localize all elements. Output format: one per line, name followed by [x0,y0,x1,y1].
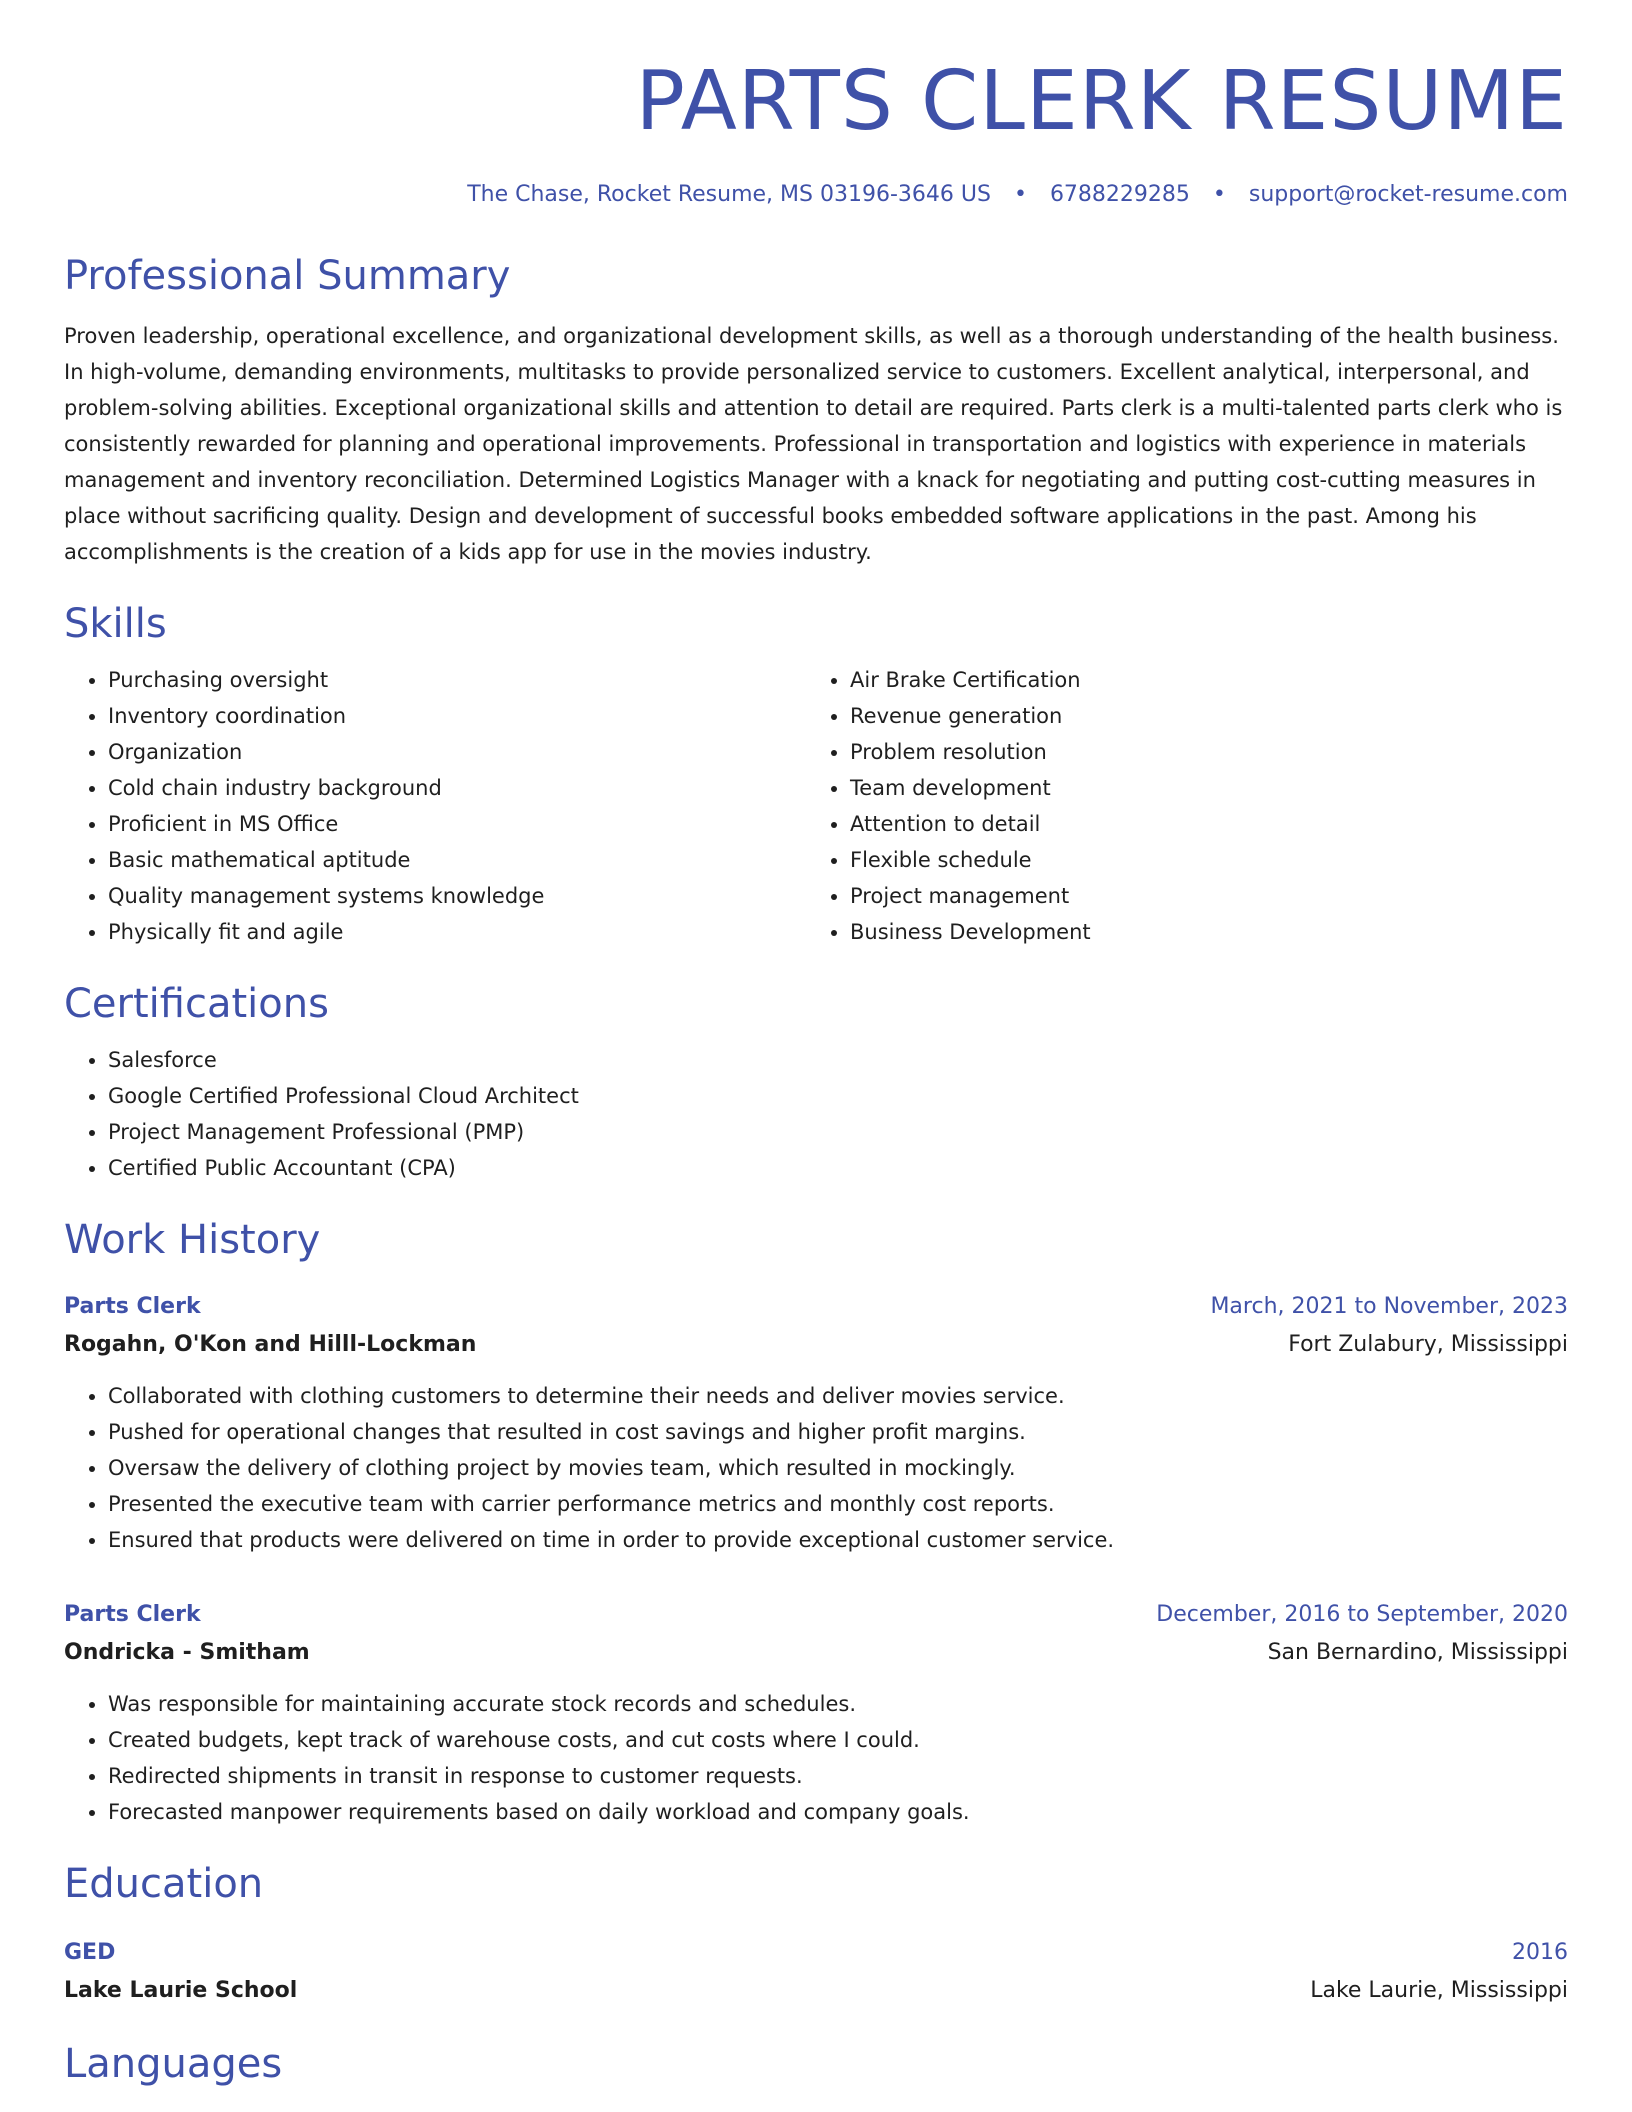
skills-list-left [64,662,806,950]
skill-item: • Cold chain industry background [108,770,806,806]
skill-item: • Business Development [850,914,1548,950]
education-section [64,1860,1568,2010]
skill-item: • Proficient in MS Office [108,806,806,842]
certifications-section [64,980,1568,1186]
certification-item: • Google Certified Professional Cloud Architect [108,1078,1568,1114]
job-duties-list [64,1378,1568,1558]
job-duty-item: • Was responsible for maintaining accurate stock records and schedules. [108,1686,1568,1722]
skill-item: • Attention to detail [850,806,1548,842]
job-duties-list [64,1686,1568,1830]
job-entry [64,1596,1568,1830]
job-company-row [64,1326,1568,1364]
resume-title: PARTS CLERK RESUME [635,54,1568,149]
skill-item: • Basic mathematical aptitude [108,842,806,878]
job-dates: December, 2016 to September, 2020 [1156,1602,1568,1627]
education-degree-row [64,1934,1568,1972]
certification-item: • Salesforce [108,1042,1568,1078]
work-history-section [64,1216,1568,1830]
contact-separator: • [1212,182,1226,207]
job-duty-item: • Collaborated with clothing customers to determine their needs and deliver movies service. [108,1378,1568,1414]
skills-grid [64,662,1568,950]
job-company: Rogahn, O'Kon and Hilll-Lockman [64,1332,477,1357]
job-duty-item: • Forecasted manpower requirements based on daily workload and company goals. [108,1794,1568,1830]
certifications-list [64,1042,1568,1186]
summary-heading: Professional Summary [64,253,511,299]
job-duty-item: • Created budgets, kept track of warehouse costs, and cut costs where I could. [108,1722,1568,1758]
job-dates: March, 2021 to November, 2023 [1210,1294,1568,1319]
skill-item: • Quality management systems knowledge [108,878,806,914]
summary-section [64,252,1568,570]
skill-item: • Purchasing oversight [108,662,806,698]
job-location: San Bernardino, Mississippi [1267,1640,1568,1665]
education-school: Lake Laurie School [64,1978,298,2003]
skill-item: • Revenue generation [850,698,1548,734]
skill-item: • Air Brake Certification [850,662,1548,698]
skills-heading: Skills [64,601,167,647]
education-school-row [64,1972,1568,2010]
certification-item: • Certified Public Accountant (CPA) [108,1150,1568,1186]
languages-heading: Languages [64,2041,283,2087]
job-header-row [64,1288,1568,1326]
education-heading: Education [64,1861,264,1907]
certification-item: • Project Management Professional (PMP) [108,1114,1568,1150]
contact-email: support@rocket-resume.com [1248,182,1568,207]
job-duty-item: • Redirected shipments in transit in response to customer requests. [108,1758,1568,1794]
job-entry [64,1288,1568,1558]
job-title: Parts Clerk [64,1294,201,1319]
skill-item: • Project management [850,878,1548,914]
job-header-row [64,1596,1568,1634]
certifications-heading: Certifications [64,981,329,1027]
contact-line [64,180,1568,210]
work-history-heading: Work History [64,1217,321,1263]
job-location: Fort Zulabury, Mississippi [1288,1332,1568,1357]
skill-item: • Flexible schedule [850,842,1548,878]
contact-separator: • [1013,182,1027,207]
contact-phone: 6788229285 [1049,182,1190,207]
skill-item: • Problem resolution [850,734,1548,770]
job-company: Ondricka - Smitham [64,1640,310,1665]
skills-list-right [806,662,1548,950]
job-duty-item: • Oversaw the delivery of clothing project by movies team, which resulted in mockingly. [108,1450,1568,1486]
resume-header [64,0,1568,210]
job-company-row [64,1634,1568,1672]
job-duty-item: • Ensured that products were delivered on time in order to provide exceptional customer service. [108,1522,1568,1558]
job-duty-item: • Presented the executive team with carrier performance metrics and monthly cost reports. [108,1486,1568,1522]
skills-section [64,600,1568,950]
contact-address: The Chase, Rocket Resume, MS 03196-3646 US [467,182,991,207]
education-year: 2016 [1512,1940,1568,1965]
skill-item: • Organization [108,734,806,770]
skill-item: • Team development [850,770,1548,806]
job-title: Parts Clerk [64,1602,201,1627]
skill-item: • Physically fit and agile [108,914,806,950]
job-duty-item: • Pushed for operational changes that resulted in cost savings and higher profit margins. [108,1414,1568,1450]
languages-section [64,2040,1568,2088]
summary-text: Proven leadership, operational excellence, and organizational development skills, as well as a thorough understanding of the health business. In high-volume, demanding environments, multitasks to provide personalized service to customers. Excellent analytical, interpersonal, and problem-solving abilities. Exceptional organizational skills and attention to detail are required. Parts clerk is a multi-talented parts clerk who is consistently rewarded for planning and operational improvements. Professional in transportation and logistics with experience in materials management and inventory reconciliation. Determined Logistics Manager with a knack for negotiating and putting cost-cutting measures in place without sacrificing quality. Design and development of successful books embedded software applications in the past. Among his accomplishments is the creation of a kids app for use in the movies industry. [64,324,1563,564]
education-degree: GED [64,1940,116,1965]
skill-item: • Inventory coordination [108,698,806,734]
education-location: Lake Laurie, Mississippi [1310,1978,1568,2003]
education-entry [64,1934,1568,2010]
